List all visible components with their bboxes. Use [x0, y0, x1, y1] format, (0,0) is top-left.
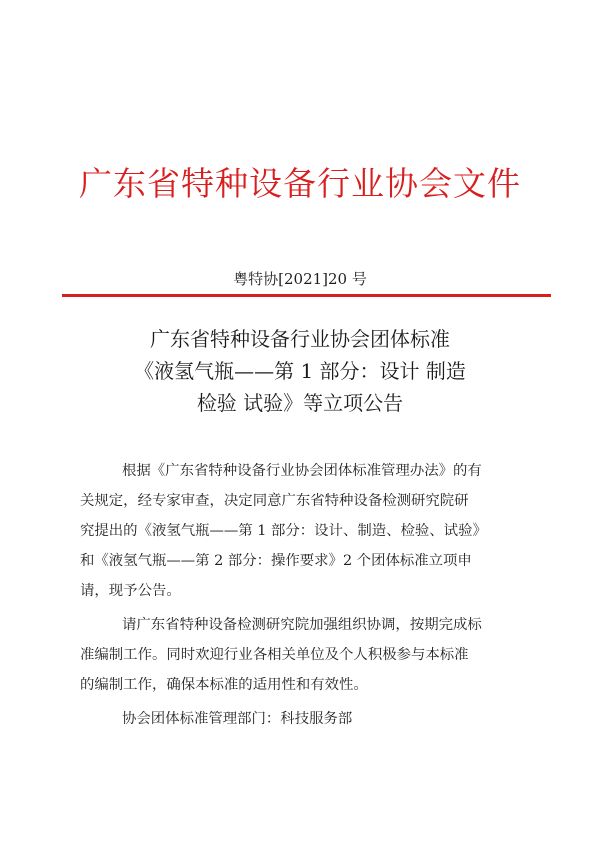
body-line: 究提出的《液氢气瓶——第 1 部分：设计、制造、检验、试验》	[80, 523, 487, 539]
notice-body	[80, 456, 520, 734]
notice-title	[0, 323, 600, 419]
body-line: 的编制工作，确保本标准的适用性和有效性。	[80, 677, 368, 693]
notice-title-line: 《液氢气瓶——第 1 部分：设计 制造	[134, 359, 466, 383]
document-header-title: 广东省特种设备行业协会文件	[79, 164, 521, 203]
document-number: 粤特协[2021]20 号	[233, 270, 367, 288]
body-line: 关规定，经专家审查，决定同意广东省特种设备检测研究院研	[80, 493, 469, 509]
body-line: 协会团体标准管理部门：科技服务部	[122, 711, 353, 727]
body-paragraph	[80, 704, 520, 734]
body-line: 请广东省特种设备检测研究院加强组织协调，按期完成标	[122, 617, 482, 633]
body-paragraph	[80, 456, 520, 606]
body-line: 和《液氢气瓶——第 2 部分：操作要求》2 个团体标准立项申	[80, 553, 472, 569]
body-paragraph	[80, 610, 520, 700]
body-line: 准编制工作。同时欢迎行业各相关单位及个人积极参与本标准	[80, 647, 469, 663]
notice-title-line: 广东省特种设备行业协会团体标准	[150, 327, 450, 351]
notice-title-line: 检验 试验》等立项公告	[196, 391, 404, 415]
body-line: 请，现予公告。	[80, 583, 181, 599]
red-divider-line	[62, 294, 551, 297]
body-line: 根据《广东省特种设备行业协会团体标准管理办法》的有	[122, 463, 482, 479]
